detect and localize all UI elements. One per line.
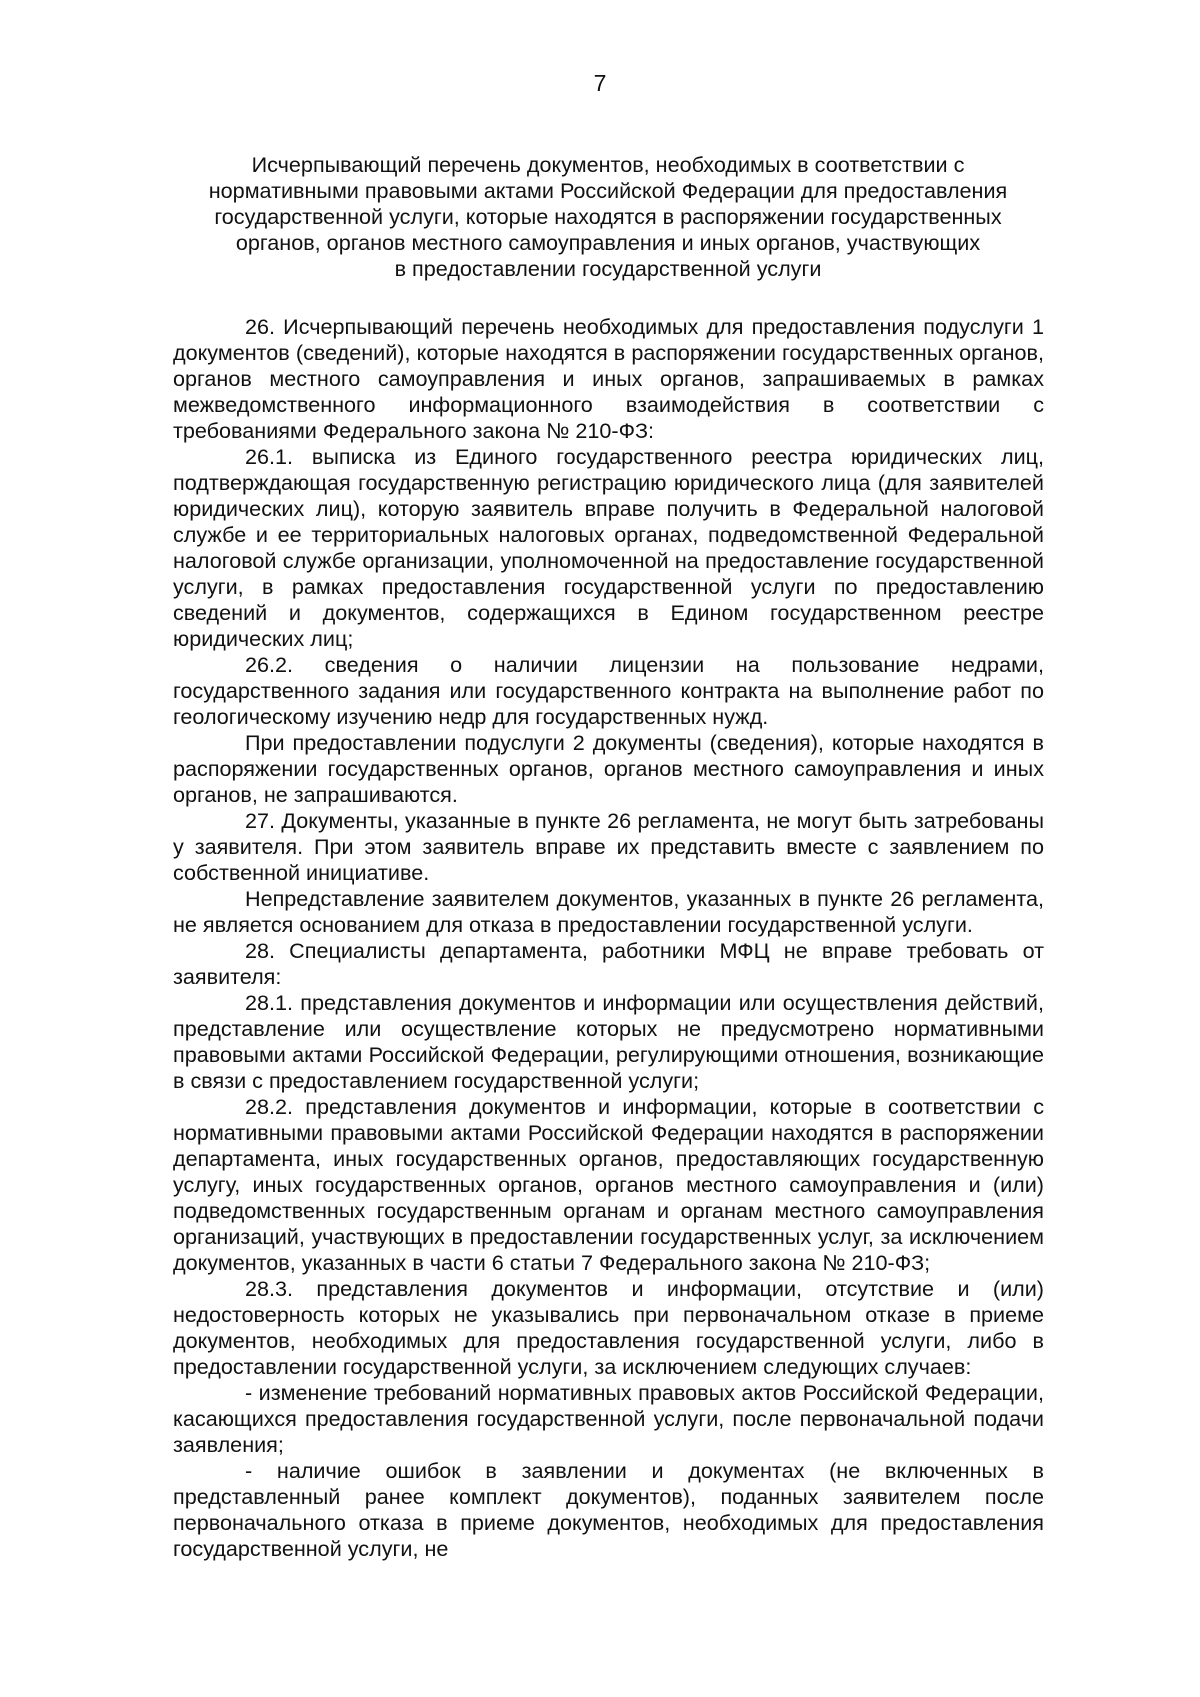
- paragraph-26: 26. Исчерпывающий перечень необходимых для предоставления подуслуги 1 документов (сведений), которые находятся в распоряжении государственных органов, органов местного самоуправления и иных органов, запрашиваемых в рамках межведомственного информационного взаимодействия в соответствии с требованиями Федерального закона № 210-ФЗ:: [173, 314, 1044, 443]
- paragraph-26-2: 26.2. сведения о наличии лицензии на пользование недрами, государственного задания или государственного контракта на выполнение работ по геологическому изучению недр для государственных нужд.: [173, 652, 1044, 729]
- list-item-errors: - наличие ошибок в заявлении и документах (не включенных в представленный ранее комплект документов), поданных заявителем после первоначального отказа в приеме документов, необходимых для предоставления государственной услуги, не: [173, 1458, 1044, 1561]
- heading-line: нормативными правовыми актами Российской Федерации для предоставления: [208, 178, 1008, 203]
- heading-line: в предоставлении государственной услуги: [394, 256, 822, 281]
- heading-line: государственной услуги, которые находятся в распоряжении государственных: [214, 204, 1002, 229]
- heading-line: органов, органов местного самоуправления и иных органов, участвующих: [235, 230, 981, 255]
- paragraph-28: 28. Специалисты департамента, работники МФЦ не вправе требовать от заявителя:: [173, 938, 1044, 989]
- list-item-requirements-change: - изменение требований нормативных правовых актов Российской Федерации, касающихся предоставления государственной услуги, после первоначальной подачи заявления;: [173, 1380, 1044, 1457]
- paragraph-28-1: 28.1. представления документов и информации или осуществления действий, представление или осуществление которых не предусмотрено нормативными правовыми актами Российской Федерации, регулирующими отношения, возникающие в связи с предоставлением государственной услуги;: [173, 990, 1044, 1093]
- heading-line: Исчерпывающий перечень документов, необходимых в соответствии с: [251, 152, 965, 177]
- paragraph-non-submission: Непредставление заявителем документов, указанных в пункте 26 регламента, не является основанием для отказа в предоставлении государственной услуги.: [173, 886, 1044, 937]
- page-number: 7: [593, 70, 607, 96]
- paragraph-28-2: 28.2. представления документов и информации, которые в соответствии с нормативными правовыми актами Российской Федерации находятся в распоряжении департамента, иных государственных органов, предоставляющих государственную услугу, иных государственных органов, органов местного самоуправления и (или) подведомственных государственным органам и органам местного самоуправления организаций, участвующих в предоставлении государственных услуг, за исключением документов, указанных в части 6 статьи 7 Федерального закона № 210-ФЗ;: [173, 1094, 1044, 1275]
- paragraph-27: 27. Документы, указанные в пункте 26 регламента, не могут быть затребованы у заявителя. При этом заявитель вправе их представить вместе с заявлением по собственной инициативе.: [173, 808, 1044, 885]
- section-heading: [178, 152, 1038, 282]
- paragraph-28-3: 28.3. представления документов и информации, отсутствие и (или) недостоверность которых не указывались при первоначальном отказе в приеме документов, необходимых для предоставления государственной услуги, либо в предоставлении государственной услуги, за исключением следующих случаев:: [173, 1276, 1044, 1379]
- document-body: [173, 314, 1044, 1562]
- paragraph-subservice-2: При предоставлении подуслуги 2 документы (сведения), которые находятся в распоряжении государственных органов, органов местного самоуправления и иных органов, не запрашиваются.: [173, 730, 1044, 807]
- paragraph-26-1: 26.1. выписка из Единого государственного реестра юридических лиц, подтверждающая государственную регистрацию юридического лица (для заявителей юридических лиц), которую заявитель вправе получить в Федеральной налоговой службе и ее территориальных налоговых органах, подведомственной Федеральной налоговой службе организации, уполномоченной на предоставление государственной услуги, в рамках предоставления государственной услуги по предоставлению сведений и документов, содержащихся в Едином государственном реестре юридических лиц;: [173, 444, 1044, 651]
